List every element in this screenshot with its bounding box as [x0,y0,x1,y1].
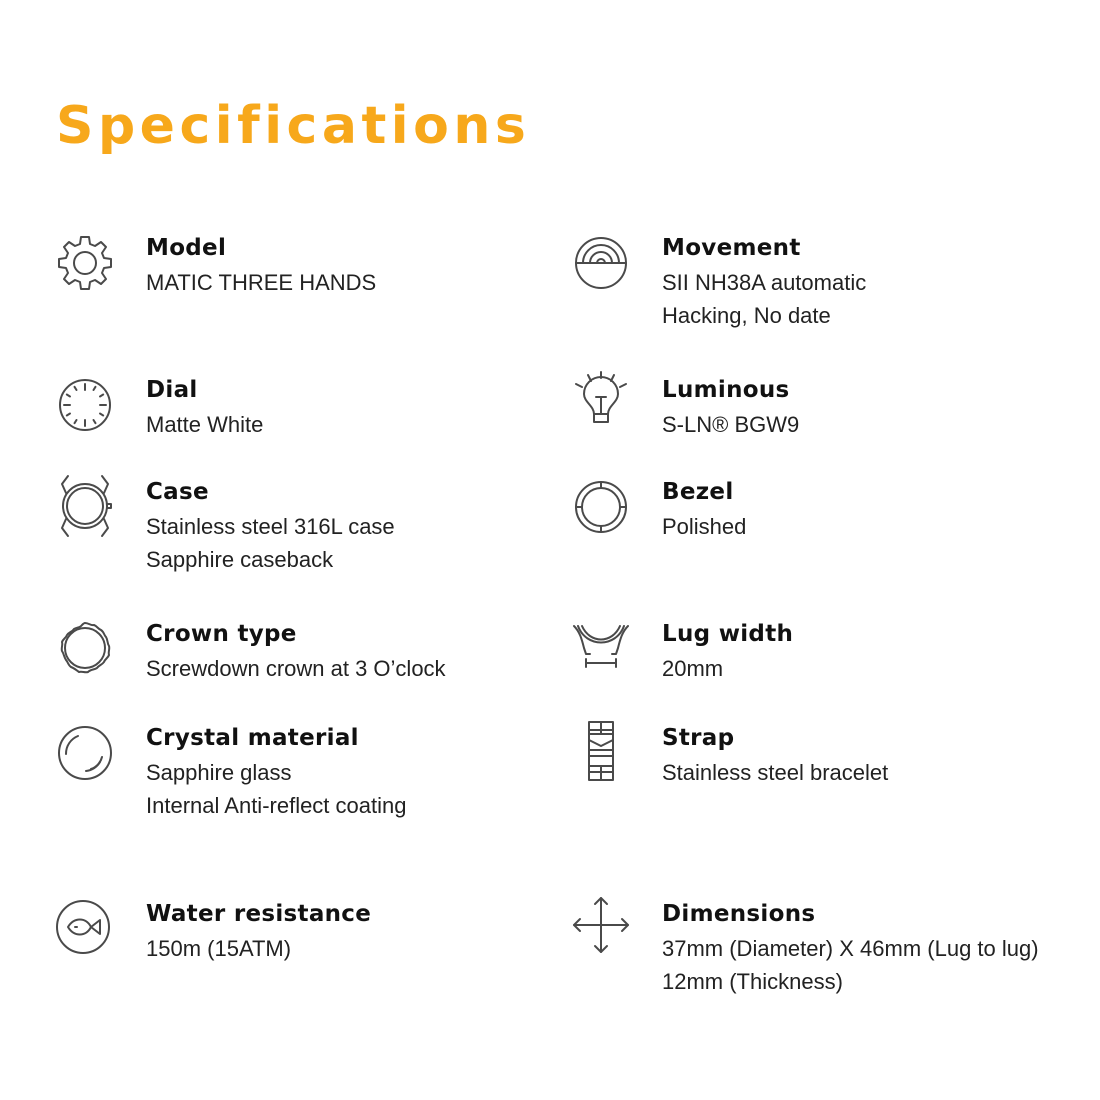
gear-icon [56,234,114,292]
spec-value: 12mm (Thickness) [662,969,843,994]
spec-value: Hacking, No date [662,303,831,328]
spec-value: 150m (15ATM) [146,936,292,961]
spec-value: S-LN® BGW9 [662,412,800,437]
page-title: Specifications [56,96,531,156]
spec-value: SII NH38A automatic [662,270,867,295]
crystal-icon [56,724,114,782]
bezel-icon [572,478,630,536]
spec-label: Luminous [662,377,790,403]
lug-width-icon [572,620,630,678]
spec-value: Sapphire glass [146,760,292,785]
movement-icon [572,234,630,292]
spec-value: 37mm (Diameter) X 46mm (Lug to lug) [662,936,1039,961]
spec-label: Crystal material [146,725,359,751]
dial-icon [56,376,114,434]
spec-label: Movement [662,235,801,261]
spec-label: Bezel [662,479,734,505]
spec-label: Water resistance [146,901,372,927]
spec-label: Model [146,235,227,261]
spec-value: Stainless steel 316L case [146,514,395,539]
spec-value: Sapphire caseback [146,547,334,572]
crown-icon [56,620,114,678]
spec-label: Lug width [662,621,794,647]
bracelet-icon [572,724,630,782]
lightbulb-icon [572,376,630,434]
spec-label: Dimensions [662,901,816,927]
watch-case-icon [56,478,114,536]
spec-label: Case [146,479,209,505]
fish-icon [56,900,114,958]
spec-value: 20mm [662,656,724,681]
spec-value: Polished [662,514,747,539]
dimensions-icon [572,900,630,958]
spec-label: Crown type [146,621,297,647]
spec-label: Strap [662,725,735,751]
spec-value: Matte White [146,412,264,437]
spec-value: Stainless steel bracelet [662,760,889,785]
spec-value: MATIC THREE HANDS [146,270,377,295]
spec-value: Internal Anti-reflect coating [146,793,407,818]
spec-label: Dial [146,377,198,403]
spec-value: Screwdown crown at 3 O’clock [146,656,446,681]
